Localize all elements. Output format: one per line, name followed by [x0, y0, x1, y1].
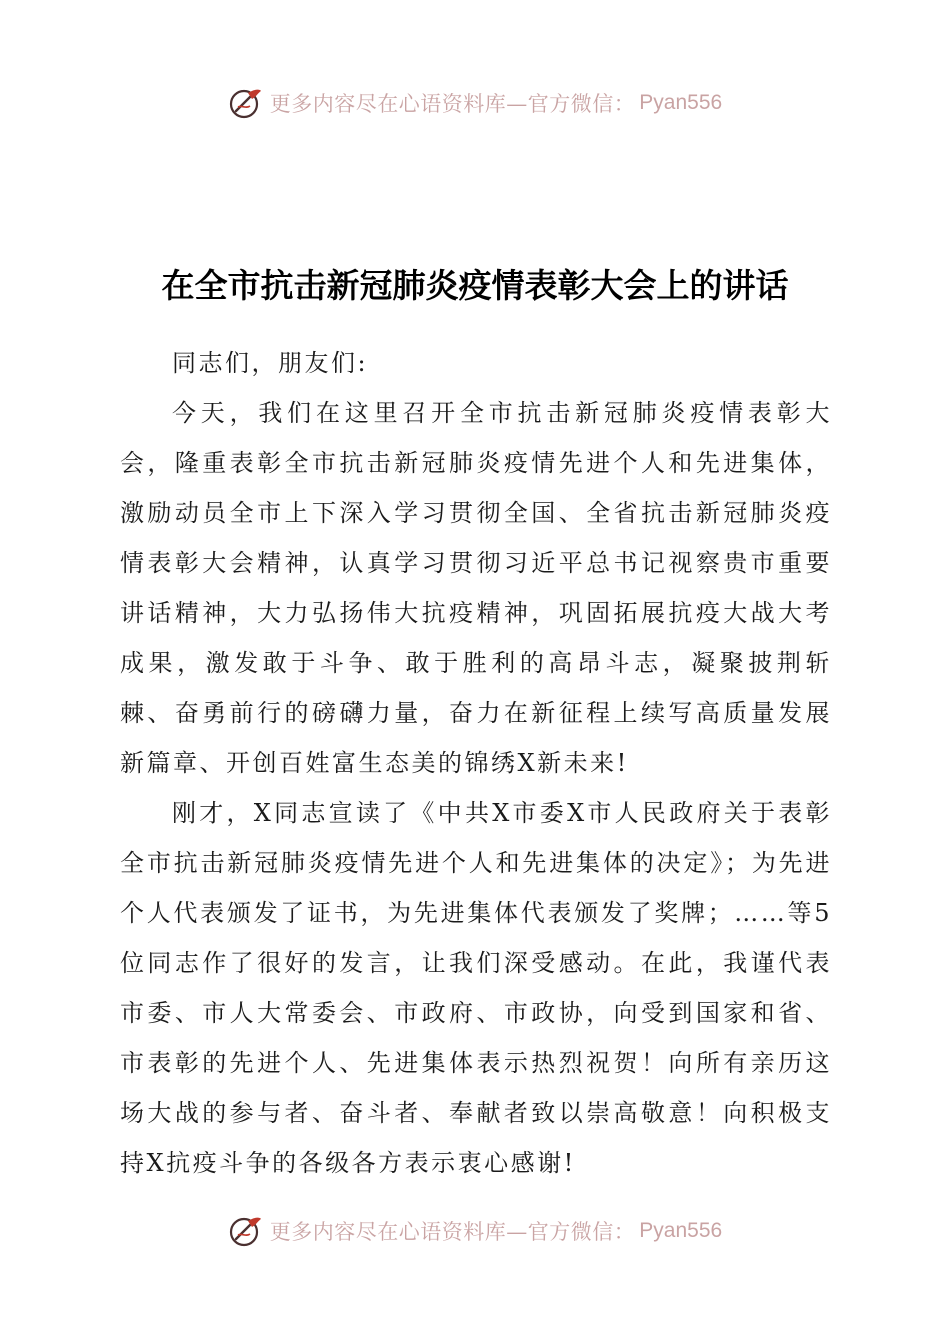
paragraph-1: 今天，我们在这里召开全市抗击新冠肺炎疫情表彰大会，隆重表彰全市抗击新冠肺炎疫情先进个人和先进集体，激励动员全市上下深入学习贯彻全国、全省抗击新冠肺炎疫情表彰大会精神，认真学习贯彻习近平总书记视察贵市重要讲话精神，大力弘扬伟大抗疫精神，巩固拓展抗疫大战大考成果，激发敢于斗争、敢于胜利的高昂斗志，凝聚披荆斩棘、奋勇前行的磅礴力量，奋力在新征程上续写高质量发展新篇章、开创百姓富生态美的锦绣X新未来! [120, 399, 832, 777]
document-title: 在全市抗击新冠肺炎疫情表彰大会上的讲话 [161, 266, 789, 305]
header-watermark [0, 79, 950, 127]
watermark-wechat-id: Pyan556 [639, 91, 723, 114]
document-body [120, 338, 832, 1188]
watermark-text: 更多内容尽在心语资料库—官方微信： [269, 1220, 636, 1244]
salutation: 同志们，朋友们: [172, 349, 369, 377]
watermark-wechat-id: Pyan556 [639, 1219, 723, 1242]
pen-logo-icon [228, 85, 264, 121]
footer-watermark [0, 1207, 950, 1255]
watermark-text: 更多内容尽在心语资料库—官方微信： [269, 92, 636, 116]
pen-logo-icon [228, 1213, 264, 1249]
paragraph-2: 刚才，X同志宣读了《中共X市委X市人民政府关于表彰全市抗击新冠肺炎疫情先进个人和先进集体的决定》；为先进个人代表颁发了证书，为先进集体代表颁发了奖牌；……等5位同志作了很好的发言，让我们深受感动。在此，我谨代表市委、市人大常委会、市政府、市政协，向受到国家和省、市表彰的先进个人、先进集体表示热烈祝贺！向所有亲历这场大战的参与者、奋斗者、奉献者致以崇高敬意！向积极支持X抗疫斗争的各级各方表示衷心感谢! [120, 799, 832, 1177]
